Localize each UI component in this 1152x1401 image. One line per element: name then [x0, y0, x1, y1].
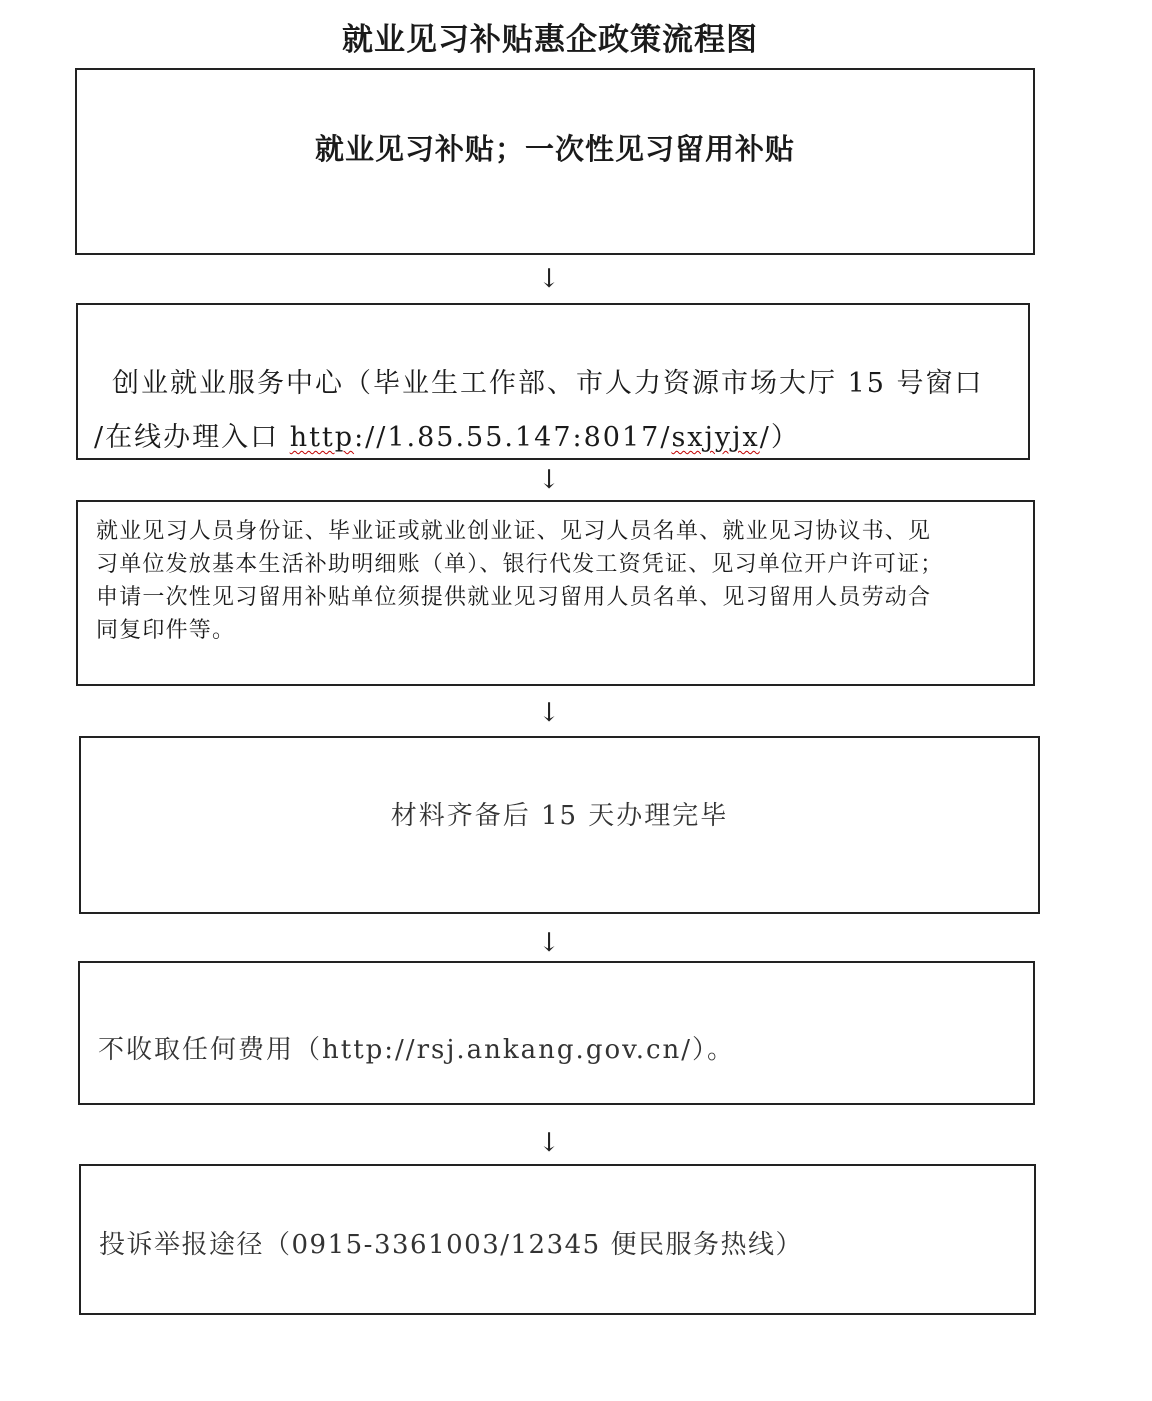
flow-arrow: ↓ [538, 928, 560, 958]
step-policy-box [75, 68, 1035, 255]
page-title: 就业见习补贴惠企政策流程图 [342, 22, 758, 58]
agency-text-line-2 [94, 415, 800, 454]
flow-arrow: ↓ [538, 465, 560, 495]
policy-text: 就业见习补贴；一次性见习留用补贴 [314, 132, 795, 166]
agency-url-suffix: /） [759, 422, 800, 453]
step-fees-box [78, 961, 1035, 1105]
step-materials-box [76, 500, 1035, 686]
timeline-text: 材料齐备后 15 天办理完毕 [390, 801, 729, 831]
complaints-text: 投诉举报途径（0915-3361003/12345 便民服务热线） [99, 1230, 803, 1260]
agency-text-line-1: 创业就业服务中心（毕业生工作部、市人力资源市场大厅 15 号窗口 [112, 368, 984, 399]
step-agency-box [76, 303, 1030, 460]
materials-text-line-1: 就业见习人员身份证、毕业证或就业创业证、见习人员名单、就业见习协议书、见 [96, 519, 932, 544]
flow-arrow: ↓ [538, 698, 560, 728]
flow-arrow: ↓ [538, 1128, 560, 1158]
materials-text-line-2: 习单位发放基本生活补助明细账（单）、银行代发工资凭证、见习单位开户许可证； [96, 552, 944, 577]
agency-url-path: sxjyjx [671, 422, 760, 453]
agency-url-scheme: http [289, 422, 355, 453]
materials-text-line-4: 同复印件等。 [96, 618, 236, 643]
materials-text-line-3: 申请一次性见习留用补贴单位须提供就业见习留用人员名单、见习留用人员劳动合 [96, 585, 932, 610]
step-timeline-box [79, 736, 1040, 914]
step-complaints-box [79, 1164, 1036, 1315]
agency-url-host: ://1.85.55.147:8017/ [354, 422, 672, 453]
agency-online-label: /在线办理入口 [94, 422, 290, 453]
fees-text: 不收取任何费用（http://rsj.ankang.gov.cn/）。 [98, 1035, 736, 1065]
flow-arrow: ↓ [538, 264, 560, 294]
